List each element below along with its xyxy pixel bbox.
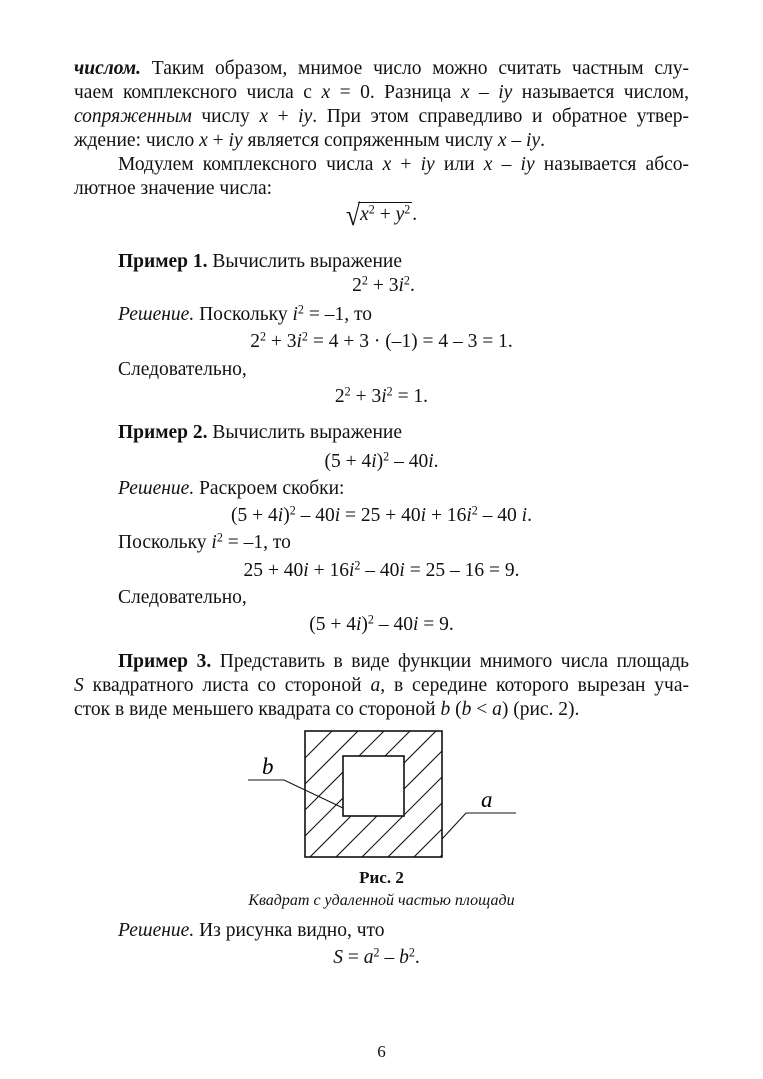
text-line	[74, 81, 689, 105]
text-run: 25 + 40	[243, 560, 304, 581]
text-line	[74, 57, 689, 81]
text-line	[74, 105, 689, 129]
text-run: .	[433, 451, 439, 472]
text-run: , в середине которого вырезан уча-	[380, 675, 689, 696]
inner-square	[343, 756, 404, 816]
superscript: 2	[367, 612, 374, 627]
superscript: 2	[301, 329, 308, 344]
superscript: 2	[297, 302, 304, 317]
radical	[345, 198, 412, 233]
text-run: i	[292, 304, 298, 325]
text-run: + 16	[426, 505, 467, 526]
text-run: –	[492, 154, 521, 175]
text-run: = 1.	[392, 386, 429, 407]
text-line	[74, 698, 689, 722]
text-run: a	[370, 675, 381, 696]
example-2-expansion	[0, 504, 763, 528]
text-line	[74, 177, 689, 201]
superscript: 2	[404, 202, 411, 217]
text-run: +	[267, 106, 299, 127]
example-3-result	[0, 946, 753, 970]
text-run: iy	[520, 154, 535, 175]
text-run: (5 + 4	[309, 614, 356, 635]
modulus-formula	[0, 198, 763, 233]
text-run: .	[414, 947, 420, 968]
text-run: квадратного листа со стороной	[83, 675, 371, 696]
text-run: = 9.	[418, 614, 454, 635]
text-run: . При этом справедливо и обратное утвер-	[312, 106, 690, 127]
text-run: (5 + 4	[324, 451, 372, 472]
text-run: <	[471, 699, 493, 720]
example-1-hence	[118, 358, 247, 382]
text-run: i	[296, 331, 302, 352]
text-run: i	[521, 505, 528, 526]
text-run: лютное значение числа:	[74, 178, 273, 199]
superscript: 2	[368, 202, 375, 217]
example-3-solution	[118, 919, 385, 943]
example-1-result	[0, 385, 763, 409]
superscript: 2	[361, 273, 368, 288]
text-run: iy	[298, 106, 313, 127]
text-run: = 0. Разница	[330, 82, 461, 103]
text-run: i	[428, 451, 434, 472]
text-run: = 25 + 40	[340, 505, 421, 526]
superscript: 2	[373, 945, 380, 960]
text-run: числом.	[74, 58, 141, 79]
example-2-calculation	[0, 559, 763, 583]
text-run: x	[382, 154, 392, 175]
text-run: = 25 – 16 = 9.	[404, 560, 520, 581]
text-run: 2	[250, 331, 260, 352]
figure-caption: Рис. 2	[359, 868, 404, 887]
label-a: a	[481, 787, 493, 812]
text-run: Вычислить выражение	[207, 422, 402, 443]
example-2-hence	[118, 586, 247, 610]
text-run: ) (рис. 2).	[501, 699, 580, 720]
text-run: Поскольку	[194, 304, 293, 325]
text-run: – 40	[477, 505, 522, 526]
text-run: Модулем комплексного числа	[118, 154, 383, 175]
text-run: i	[277, 505, 284, 526]
superscript: 2	[471, 503, 478, 518]
text-run: S	[333, 947, 344, 968]
text-run: Поскольку	[118, 532, 212, 553]
text-run: = –1, то	[222, 532, 291, 553]
superscript: 2	[386, 384, 393, 399]
text-run: i	[303, 560, 309, 581]
text-run: b	[461, 699, 472, 720]
text-run: i	[412, 614, 419, 635]
superscript: 2	[383, 449, 390, 464]
text-run: (	[450, 699, 462, 720]
text-run: iy	[420, 154, 435, 175]
page-number: 6	[377, 1042, 386, 1061]
text-run: называется числом,	[512, 82, 690, 103]
text-run: b	[440, 699, 451, 720]
text-run: x	[497, 130, 507, 151]
text-run: сток в виде меньшего квадрата со стороной	[74, 699, 441, 720]
example-2-since	[118, 531, 291, 555]
text-run: iy	[498, 82, 513, 103]
text-run: Раскроем скобки:	[194, 478, 345, 499]
text-run: + 3	[350, 386, 382, 407]
text-run: +	[391, 154, 421, 175]
superscript: 2	[344, 384, 351, 399]
text-run: i	[398, 275, 404, 296]
text-run: i	[348, 560, 355, 581]
example-1-title	[118, 250, 402, 274]
text-run: + 3	[265, 331, 297, 352]
example-1-calculation	[0, 330, 763, 354]
text-run: x	[483, 154, 493, 175]
text-run: Решение.	[118, 478, 195, 499]
text-line	[118, 153, 689, 177]
example-3-title	[118, 650, 689, 674]
example-1-expression	[0, 274, 763, 298]
text-run: числу	[191, 106, 260, 127]
text-run: x	[199, 130, 208, 151]
hatching	[305, 731, 530, 860]
superscript: 2	[216, 530, 223, 545]
text-run: = 4 + 3 · (–1) = 4 – 3 = 1.	[307, 331, 513, 352]
text-run: Пример 3.	[118, 651, 212, 672]
text-run: – 40	[373, 614, 413, 635]
superscript: 2	[408, 945, 415, 960]
example-1-solution	[118, 303, 372, 327]
leader-a	[442, 813, 516, 839]
text-run: S	[74, 675, 84, 696]
text-run: Пример 2.	[118, 422, 208, 443]
text-run: + 3	[367, 275, 399, 296]
text-run: i	[371, 451, 377, 472]
text-run: сопряженным	[74, 106, 192, 127]
text-run: )	[361, 614, 368, 635]
text-run: iy	[526, 130, 541, 151]
text-run: x	[360, 204, 369, 225]
text-run: i	[381, 386, 387, 407]
text-run: + 16	[308, 560, 349, 581]
text-run: Пример 1.	[118, 251, 208, 272]
text-run: =	[343, 947, 364, 968]
text-run: Из рисунка видно, что	[194, 920, 385, 941]
text-line	[74, 129, 689, 153]
text-run: – 40	[389, 451, 429, 472]
text-run: y	[395, 204, 405, 225]
text-run: a	[363, 947, 374, 968]
text-run: (5 + 4	[231, 505, 278, 526]
text-run: i	[355, 614, 362, 635]
text-run: Представить в виде функции мнимого числа площадь	[211, 651, 690, 672]
text-run: .	[527, 505, 532, 526]
text-run: Следовательно,	[118, 587, 247, 608]
text-run: 2	[334, 386, 345, 407]
figure-subcaption: Квадрат с удаленной частью площади	[248, 892, 515, 909]
superscript: 2	[354, 558, 361, 573]
text-run: чаем комплексного числа с	[74, 82, 322, 103]
text-run: )	[376, 451, 384, 472]
text-run: Таким образом, мнимое число можно считать частным слу-	[140, 58, 689, 79]
text-run: – 40	[295, 505, 335, 526]
text-run: Решение.	[118, 920, 195, 941]
text-run: ждение: число	[74, 130, 200, 151]
text-run: – 40	[360, 560, 400, 581]
text-run: +	[374, 204, 396, 225]
text-run: 2	[352, 275, 362, 296]
text-run: i	[466, 505, 472, 526]
text-run: b	[399, 947, 409, 968]
text-run: x	[321, 82, 331, 103]
text-run: или	[434, 154, 484, 175]
text-run: = –1, то	[303, 304, 372, 325]
superscript: 2	[289, 503, 296, 518]
text-run: i	[420, 505, 427, 526]
leader-b	[248, 780, 343, 808]
text-run: является сопряженным числу	[242, 130, 498, 151]
text-run: называется абсо-	[534, 154, 690, 175]
text-run: Следовательно,	[118, 359, 247, 380]
radical-sign: √	[345, 198, 361, 233]
text-run: )	[283, 505, 290, 526]
text-run: –	[469, 82, 499, 103]
text-run: +	[207, 130, 229, 151]
text-run: i	[334, 505, 341, 526]
example-2-expression	[0, 450, 763, 474]
radicand	[358, 202, 412, 227]
text-run: i	[399, 560, 405, 581]
text-run: i	[211, 532, 217, 553]
example-2-solution	[118, 477, 344, 501]
text-run: .	[409, 275, 415, 296]
figure-square-diagram	[240, 726, 530, 860]
superscript: 2	[259, 329, 266, 344]
text-run: –	[506, 130, 527, 151]
example-2-title	[118, 421, 402, 445]
text-run: a	[492, 699, 502, 720]
text-run: –	[379, 947, 400, 968]
text-run: .	[540, 130, 545, 151]
example-2-result	[0, 613, 763, 637]
text-run: Решение.	[118, 304, 195, 325]
text-run: x	[259, 106, 268, 127]
text-run: Вычислить выражение	[207, 251, 402, 272]
superscript: 2	[403, 273, 410, 288]
text-run: iy	[228, 130, 243, 151]
formula-period: .	[412, 204, 418, 225]
text-run: x	[460, 82, 470, 103]
label-b: b	[262, 754, 274, 779]
text-line	[74, 674, 689, 698]
